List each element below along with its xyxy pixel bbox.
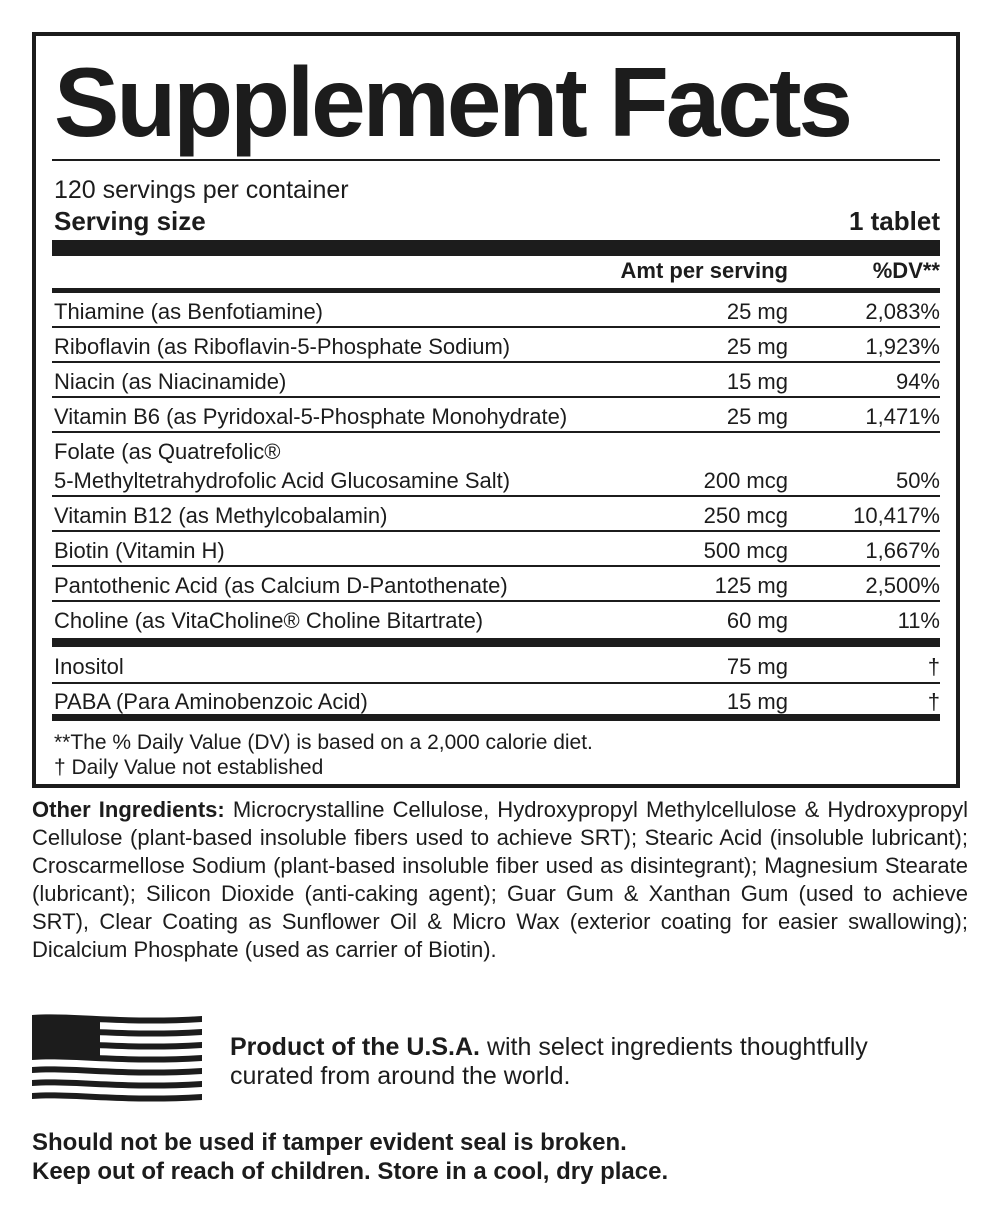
column-header-amount: Amt per serving (620, 258, 788, 283)
nutrient-dv: 1,667% (865, 538, 940, 563)
nutrient-row (52, 647, 940, 684)
nutrient-name-line2: 5-Methyltetrahydrofolic Acid Glucosamine Salt) (54, 468, 511, 493)
dagger-footnote: † Daily Value not established (54, 756, 324, 779)
nutrient-name: Vitamin B6 (as Pyridoxal-5-Phosphate Monohydrate) (54, 404, 568, 429)
dagger-mark: † (927, 689, 940, 714)
other-ingredients (32, 796, 968, 964)
nutrient-amount: 15 mg (726, 689, 788, 714)
nutrient-row (52, 293, 940, 328)
servings-per-container: 120 servings per container (54, 176, 349, 204)
serving-size-label: Serving size (54, 206, 206, 236)
nutrient-name: Folate (as Quatrefolic® (54, 439, 281, 464)
nutrient-amount: 25 mg (726, 404, 788, 429)
rule-thin (52, 159, 940, 161)
column-header-dv: %DV** (872, 258, 940, 283)
nutrient-name: PABA (Para Aminobenzoic Acid) (54, 689, 368, 714)
nutrient-amount: 25 mg (726, 299, 788, 324)
rule-section (52, 638, 940, 647)
nutrient-amount: 15 mg (726, 369, 788, 394)
nutrient-dv: 1,923% (865, 334, 940, 359)
nutrient-row (52, 433, 940, 497)
rule-bottom (52, 714, 940, 721)
nutrient-amount: 500 mcg (703, 538, 788, 563)
rule-thick (52, 240, 940, 256)
nutrient-dv: 2,083% (865, 299, 940, 324)
other-ingredients-label: Other Ingredients: (32, 797, 225, 822)
nutrient-amount: 75 mg (726, 654, 788, 679)
nutrient-amount: 60 mg (726, 608, 788, 633)
nutrient-name: Thiamine (as Benfotiamine) (54, 299, 324, 324)
nutrient-row (52, 532, 940, 567)
nutrient-dv: 50% (895, 468, 940, 493)
nutrient-amount: 125 mg (714, 573, 788, 598)
dagger-mark: † (927, 654, 940, 679)
origin-text: with select ingredients thoughtfully curated from around the world. (230, 1033, 868, 1090)
nutrient-name: Biotin (Vitamin H) (54, 538, 225, 563)
nutrient-row (52, 363, 940, 398)
nutrient-dv: 10,417% (853, 503, 940, 528)
nutrient-amount: 200 mcg (703, 468, 788, 493)
warning-line-2: Keep out of reach of children. Store in a cool, dry place. (32, 1158, 669, 1185)
warning-line-1: Should not be used if tamper evident seal is broken. (32, 1129, 627, 1156)
origin-statement (230, 1033, 890, 1091)
nutrient-dv: 1,471% (865, 404, 940, 429)
nutrient-name: Choline (as VitaCholine® Choline Bitartrate) (54, 608, 484, 633)
nutrient-name: Niacin (as Niacinamide) (54, 369, 287, 394)
nutrient-dv: 2,500% (865, 573, 940, 598)
serving-size-value: 1 tablet (848, 206, 940, 236)
supplement-facts-panel (32, 32, 960, 788)
other-ingredients-text: Microcrystalline Cellulose, Hydroxypropyl Methylcellulose & Hydroxypropyl Cellulose (plant-based insoluble fibers used to achieve SRT); Stearic Acid (insoluble lubricant); Croscarmellose Sodium (plant-based insoluble fiber used as disintegrant); Magnesium Stearate (lubricant); Silicon Dioxide (anti-caking agent); Guar Gum & Xanthan Gum (used to achieve SRT), Clear Coating as Sunflower Oil & Micro Wax (exterior coating for easier swallowing); Dicalcium Phosphate (used as carrier of Biotin). (32, 797, 968, 962)
nutrient-name: Inositol (54, 654, 124, 679)
nutrient-row (52, 328, 940, 363)
nutrient-name: Vitamin B12 (as Methylcobalamin) (54, 503, 388, 528)
nutrient-name: Pantothenic Acid (as Calcium D-Pantothenate) (54, 573, 508, 598)
nutrient-row (52, 497, 940, 532)
warning-text (32, 1128, 668, 1186)
panel-title: Supplement Facts (54, 47, 851, 157)
nutrient-row (52, 602, 940, 636)
nutrient-row (52, 684, 940, 714)
nutrient-row (52, 398, 940, 433)
nutrient-name: Riboflavin (as Riboflavin-5-Phosphate Sodium) (54, 334, 511, 359)
nutrient-dv: 11% (897, 608, 940, 633)
nutrient-amount: 25 mg (726, 334, 788, 359)
nutrient-amount: 250 mcg (703, 503, 788, 528)
us-flag-icon (32, 1014, 202, 1106)
dv-footnote: **The % Daily Value (DV) is based on a 2,000 calorie diet. (54, 731, 593, 754)
origin-bold: Product of the U.S.A. (230, 1033, 480, 1061)
nutrient-dv: 94% (895, 369, 940, 394)
nutrient-row (52, 567, 940, 602)
